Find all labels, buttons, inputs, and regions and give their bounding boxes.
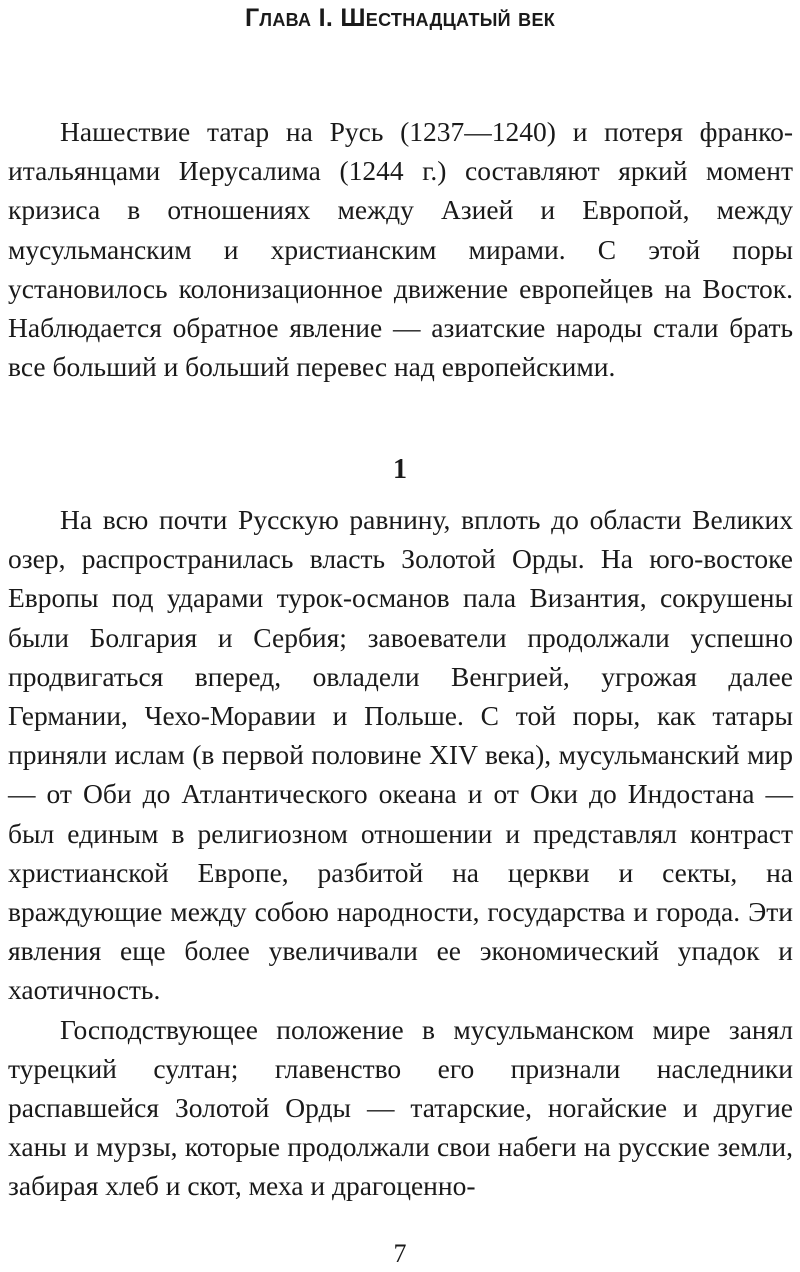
intro-paragraph: Нашествие татар на Русь (1237—1240) и потеря франко-итальянцами Иерусалима (1244 г.) составляют яркий момент кризиса в отношениях между Азией и Европой, между мусульманским и христианским мирами. С этой поры установилось колонизационное движение европейцев на Восток. Наблюдается обратное явление — азиатские народы стали брать все больший и больший перевес над европейскими. bbox=[8, 116, 793, 383]
intro-text bbox=[8, 112, 793, 386]
running-header: Глава I. Шестнадцатый век bbox=[244, 4, 556, 32]
section-number: 1 bbox=[393, 454, 407, 485]
body-text bbox=[8, 500, 793, 1206]
body-paragraph-2: Господствующее положение в мусульманском мире занял турецкий султан; главенство его признали наследники распавшейся Золотой Орды — татарские, ногайские и другие ханы и мурзы, которые продолжали свои набеги на русские земли, забирая хлеб и скот, меха и драгоценно- bbox=[8, 1013, 793, 1202]
body-paragraph-1: На всю почти Русскую равнину, вплоть до области Великих озер, распространилась власть Золотой Орды. На юго-востоке Европы под ударами турок-османов пала Византия, сокрушены были Болгария и Сербия; завоеватели продолжали успешно продвигаться вперед, овладели Венгрией, угрожая далее Германии, Чехо-Моравии и Польше. С той поры, как татары приняли ислам (в первой половине XIV века), мусульманский мир — от Оби до Атлантического океана и от Оки до Индостана — был единым в религиозном отношении и представлял контраст христианской Европе, разбитой на церкви и секты, на враждующие между собою народности, государства и города. Эти явления еще более увеличивали ее экономический упадок и хаотичность. bbox=[8, 504, 793, 1006]
page-number: 7 bbox=[393, 1239, 407, 1268]
